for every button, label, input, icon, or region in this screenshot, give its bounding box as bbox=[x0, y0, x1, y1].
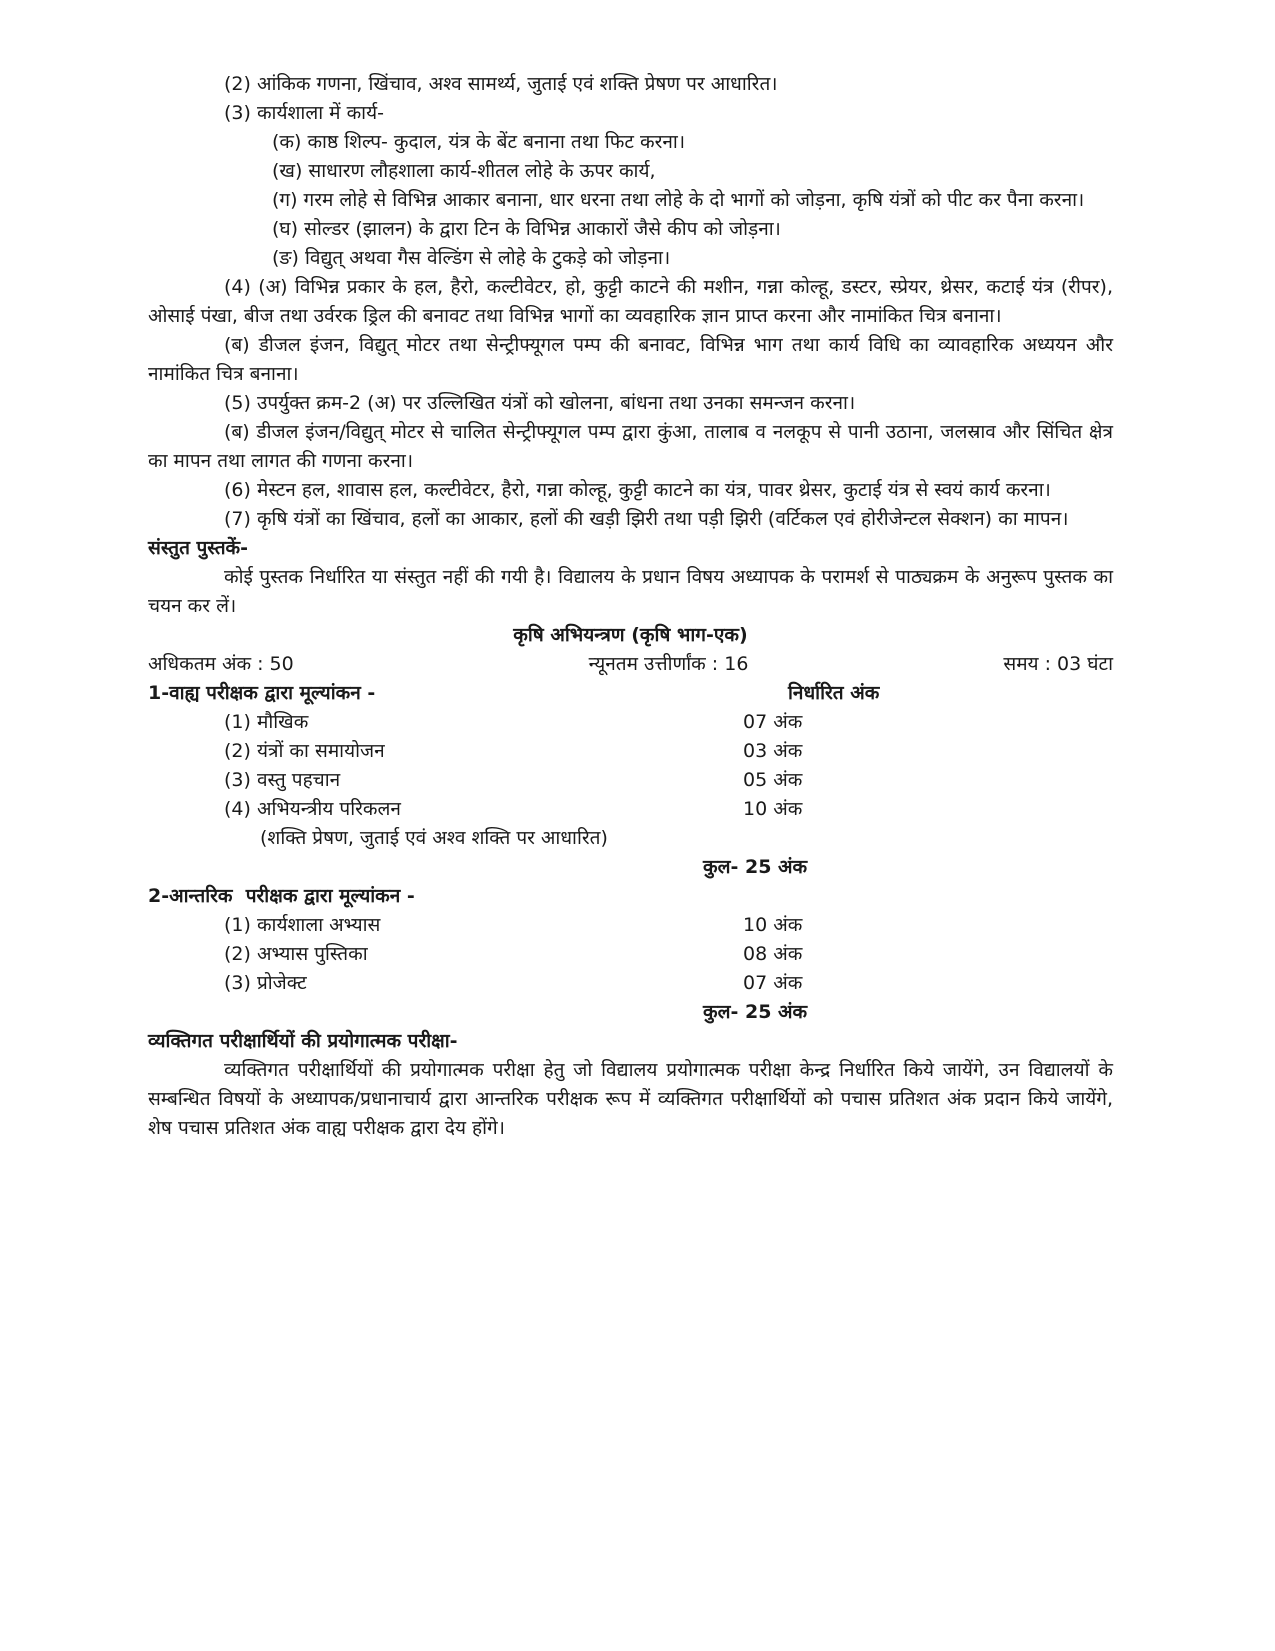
practical-item-6: (6) मेस्टन हल, शावास हल, कल्टीवेटर, हैरो, गन्ना कोल्हू, कुट्टी काटने का यंत्र, पावर थ्रेसर, कुटाई यंत्र से स्वयं कार्य करना। bbox=[224, 479, 1051, 501]
practical-item-3d: (घ) सोल्डर (झालन) के द्वारा टिन के विभिन्न आकारों जैसे कीप को जोड़ना। bbox=[272, 218, 781, 240]
document-page bbox=[148, 70, 1113, 1143]
external-heading: 1-वाह्य परीक्षक द्वारा मूल्यांकन - bbox=[148, 682, 376, 704]
internal-total-row bbox=[148, 998, 1113, 1027]
item-marks: 08 अंक bbox=[743, 943, 803, 965]
practical-item-5a: (5) उपर्युक्त क्रम-2 (अ) पर उल्लिखित यंत्रों को खोलना, बांधना तथा उनका समन्जन करना। bbox=[224, 392, 856, 414]
exam-title: कृषि अभियन्त्रण (कृषि भाग-एक) bbox=[513, 624, 748, 646]
table-row bbox=[148, 737, 1113, 766]
practical-item-2: (2) आंकिक गणना, खिंचाव, अश्व सामर्थ्य, जुताई एवं शक्ति प्रेषण पर आधारित। bbox=[224, 73, 778, 95]
item-label: (3) वस्तु पहचान bbox=[224, 769, 341, 791]
external-note-row bbox=[148, 824, 1113, 853]
books-heading: संस्तुत पुस्तकें- bbox=[148, 537, 249, 559]
internal-heading: 2-आन्तरिक परीक्षक द्वारा मूल्यांकन - bbox=[148, 885, 415, 907]
books-text: कोई पुस्तक निर्धारित या संस्तुत नहीं की गयी है। विद्यालय के प्रधान विषय अध्यापक के परामर्श से पाठ्यक्रम के अनुरूप पुस्तक का चयन कर लें। bbox=[148, 566, 1113, 617]
item-label: (3) प्रोजेक्ट bbox=[224, 972, 307, 994]
practical-item-3e: (ङ) विद्युत् अथवा गैस वेल्डिंग से लोहे के टुकड़े को जोड़ना। bbox=[272, 247, 671, 269]
practical-item-3c: (ग) गरम लोहे से विभिन्न आकार बनाना, धार धरना तथा लोहे के दो भागों को जोड़ना, कृषि यंत्रों को पीट कर पैना करना। bbox=[272, 189, 1085, 211]
practical-item-4a: (4) (अ) विभिन्न प्रकार के हल, हैरो, कल्टीवेटर, हो, कुट्टी काटने की मशीन, गन्ना कोल्हू, डस्टर, स्प्रेयर, थ्रेसर, कटाई यंत्र (रीपर), ओसाई पंखा, बीज तथा उर्वरक ड्रिल की बनावट तथा विभिन्न भागों का व्यवहारिक ज्ञान प्राप्त करना और नामांकित चित्र बनाना। bbox=[148, 276, 1113, 327]
table-row bbox=[148, 911, 1113, 940]
item-label: (2) यंत्रों का समायोजन bbox=[224, 740, 385, 762]
item-label: (4) अभियन्त्रीय परिकलन bbox=[224, 798, 401, 820]
table-row bbox=[148, 766, 1113, 795]
exam-time: समय : 03 घंटा bbox=[1003, 653, 1113, 675]
table-row bbox=[148, 969, 1113, 998]
item-marks: 07 अंक bbox=[743, 972, 803, 994]
practical-item-4b: (ब) डीजल इंजन, विद्युत् मोटर तथा सेन्ट्रीफ्यूगल पम्प की बनावट, विभिन्न भाग तथा कार्य विधि का व्यावहारिक अध्ययन और नामांकित चित्र बनाना। bbox=[148, 334, 1113, 385]
item-marks: 05 अंक bbox=[743, 769, 803, 791]
item-label: (2) अभ्यास पुस्तिका bbox=[224, 943, 368, 965]
practical-item-3b: (ख) साधारण लौहशाला कार्य-शीतल लोहे के ऊपर कार्य, bbox=[272, 160, 656, 182]
practical-item-7: (7) कृषि यंत्रों का खिंचाव, हलों का आकार, हलों की खड़ी झिरी तथा पड़ी झिरी (वर्टिकल एवं होरीजेन्टल सेक्शन) का मापन। bbox=[224, 508, 1069, 530]
max-marks: अधिकतम अंक : 50 bbox=[148, 653, 294, 675]
practical-item-5b: (ब) डीजल इंजन/विद्युत् मोटर से चालित सेन्ट्रीफ्यूगल पम्प द्वारा कुंआ, तालाब व नलकूप से पानी उठाना, जलस्राव और सिंचित क्षेत्र का मापन तथा लागत की गणना करना। bbox=[148, 421, 1113, 472]
item-marks: 10 अंक bbox=[743, 914, 803, 936]
internal-heading-row bbox=[148, 882, 1113, 911]
external-total: कुल- 25 अंक bbox=[703, 856, 808, 878]
table-row bbox=[148, 795, 1113, 824]
exam-summary-row bbox=[148, 650, 1113, 679]
table-row bbox=[148, 708, 1113, 737]
table-row bbox=[148, 940, 1113, 969]
item-marks: 07 अंक bbox=[743, 711, 803, 733]
marks-heading: निर्धारित अंक bbox=[788, 682, 880, 704]
practical-item-3a: (क) काष्ठ शिल्प- कुदाल, यंत्र के बेंट बनाना तथा फिट करना। bbox=[272, 131, 686, 153]
internal-total: कुल- 25 अंक bbox=[703, 1001, 808, 1023]
item-marks: 10 अंक bbox=[743, 798, 803, 820]
external-heading-row bbox=[148, 679, 1113, 708]
practical-item-3: (3) कार्यशाला में कार्य- bbox=[224, 102, 384, 124]
private-text: व्यक्तिगत परीक्षार्थियों की प्रयोगात्मक परीक्षा हेतु जो विद्यालय प्रयोगात्मक परीक्षा केन्द्र निर्धारित किये जायेंगे, उन विद्यालयों के सम्बन्धित विषयों के अध्यापक/प्रधानाचार्य द्वारा आन्तरिक परीक्षक रूप में व्यक्तिगत परीक्षार्थियों को पचास प्रतिशत अंक प्रदान किये जायेंगे, शेष पचास प्रतिशत अंक वाह्य परीक्षक द्वारा देय होंगे। bbox=[148, 1059, 1113, 1139]
item-label: (1) मौखिक bbox=[224, 711, 309, 733]
private-heading: व्यक्तिगत परीक्षार्थियों की प्रयोगात्मक परीक्षा- bbox=[148, 1030, 458, 1052]
external-total-row bbox=[148, 853, 1113, 882]
item-marks: 03 अंक bbox=[743, 740, 803, 762]
item-label: (1) कार्यशाला अभ्यास bbox=[224, 914, 381, 936]
external-note: (शक्ति प्रेषण, जुताई एवं अश्व शक्ति पर आधारित) bbox=[260, 827, 608, 849]
min-pass-marks: न्यूनतम उत्तीर्णांक : 16 bbox=[588, 653, 749, 675]
